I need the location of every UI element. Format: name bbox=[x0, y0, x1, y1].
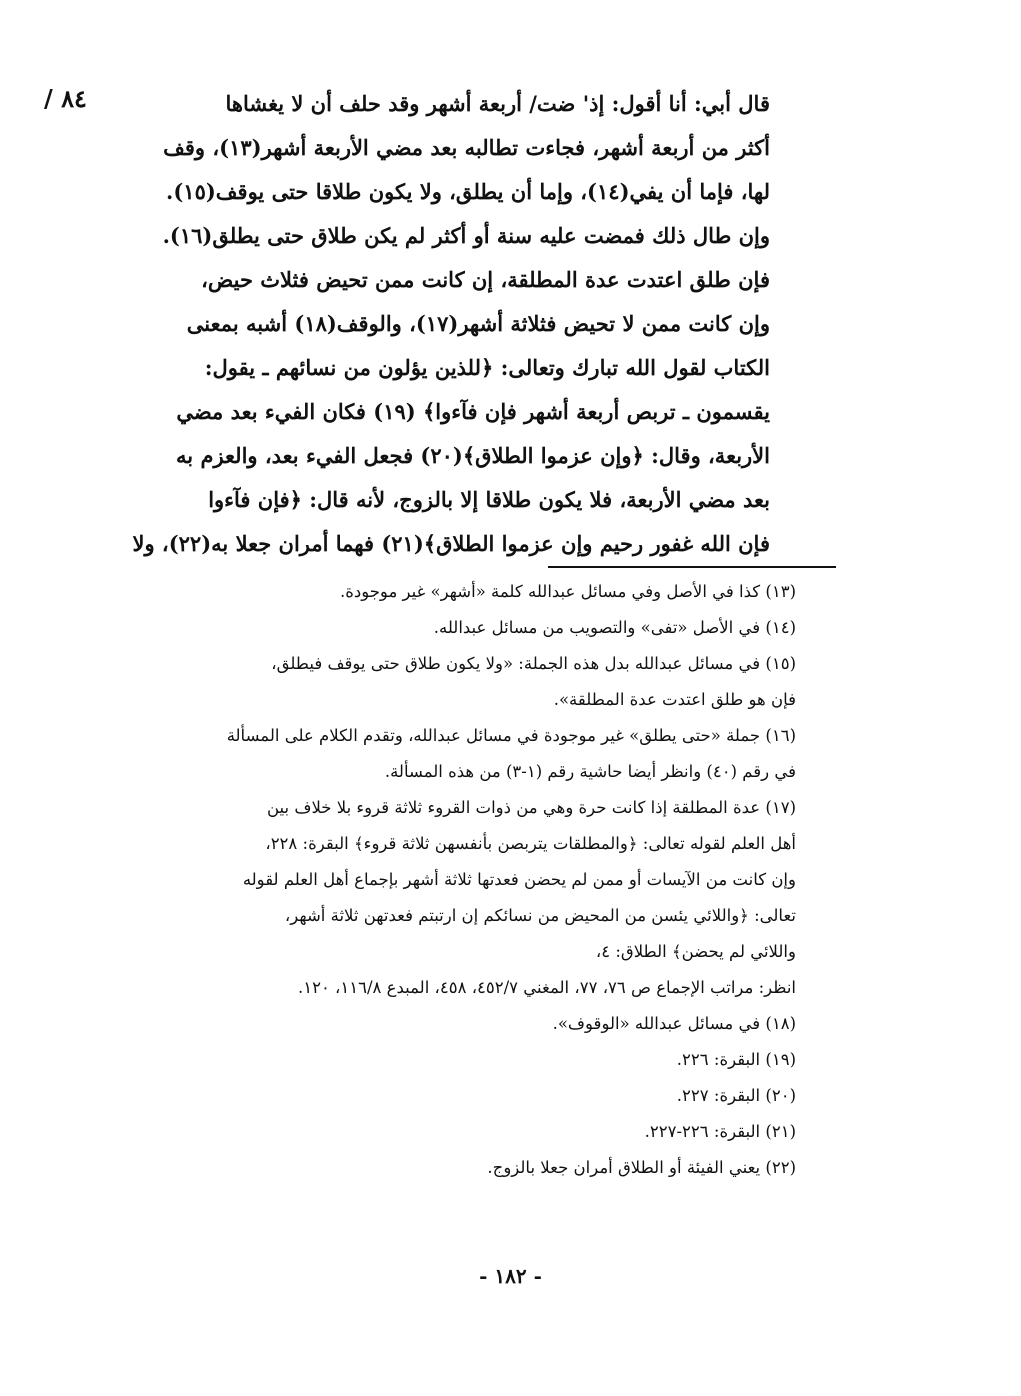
footnote-line: (١٣) كذا في الأصل وفي مسائل عبدالله كلمة «أشهر» غير موجودة. bbox=[339, 582, 796, 601]
footnote-line: (١٦) جملة «حتى يطلق» غير موجودة في مسائل عبدالله، وتقدم الكلام على المسألة bbox=[226, 726, 796, 745]
footnote-line: (١٧) عدة المطلقة إذا كانت حرة وهي من ذوات القروء ثلاثة قروء بلا خلاف بين bbox=[266, 798, 796, 817]
main-line: وإن طال ذلك فمضت عليه سنة أو أكثر لم يكن طلاق حتى يطلق(١٦). bbox=[162, 223, 770, 248]
main-text bbox=[130, 82, 770, 566]
footnote-line: انظر: مراتب الإجماع ص ٧٦، ٧٧، المغني ٤٥٢/٧، ٤٥٨، المبدع ١١٦/٨، ١٢٠. bbox=[297, 978, 796, 997]
footnote-line: فإن هو طلق اعتدت عدة المطلقة». bbox=[553, 690, 796, 709]
main-line: الكتاب لقول الله تبارك وتعالى: ﴿للذين يؤلون من نسائهم ـ يقول: bbox=[204, 355, 770, 380]
footnote-line: (١٨) في مسائل عبدالله «الوقوف». bbox=[552, 1014, 796, 1033]
footnote-line: وإن كانت من الآيسات أو ممن لم يحضن فعدتها ثلاثة أشهر بإجماع أهل العلم لقوله bbox=[242, 870, 796, 889]
footnote-line: (٢٠) البقرة: ٢٢٧. bbox=[676, 1086, 796, 1105]
footnote-line: (١٤) في الأصل «تفى» والتصويب من مسائل عبدالله. bbox=[433, 618, 796, 637]
main-line: الأربعة، وقال: ﴿وإن عزموا الطلاق﴾(٢٠) فجعل الفيء بعد، والعزم به bbox=[176, 443, 770, 468]
main-line: لها، فإما أن يفي(١٤)، وإما أن يطلق، ولا يكون طلاقا حتى يوقف(١٥). bbox=[166, 179, 770, 204]
main-line: وإن كانت ممن لا تحيض فثلاثة أشهر(١٧)، والوقف(١٨) أشبه بمعنى bbox=[186, 311, 770, 336]
footnotes bbox=[132, 574, 796, 1186]
footnote-line: واللائي لم يحضن﴾ الطلاق: ٤، bbox=[595, 942, 796, 961]
footnote-line: (١٥) في مسائل عبدالله بدل هذه الجملة: «ولا يكون طلاق حتى يوقف فيطلق، bbox=[271, 654, 796, 673]
main-line: قال أبي: أنا أقول: إذ' ضت/ أربعة أشهر وقد حلف أن لا يغشاها bbox=[225, 91, 770, 116]
footnote-line: (٢١) البقرة: ٢٢٦-٢٢٧. bbox=[644, 1122, 796, 1141]
main-line: فإن طلق اعتدت عدة المطلقة، إن كانت ممن تحيض فثلاث حيض، bbox=[201, 267, 770, 292]
page-number: - ١٨٢ - bbox=[479, 1264, 542, 1288]
footnote-divider bbox=[548, 566, 836, 568]
footnote-line: (١٩) البقرة: ٢٢٦. bbox=[676, 1050, 796, 1069]
main-line: فإن الله غفور رحيم وإن عزموا الطلاق﴾(٢١) فهما أمران جعلا به(٢٢)، ولا bbox=[132, 531, 770, 556]
main-line: بعد مضي الأربعة، فلا يكون طلاقا إلا بالزوج، لأنه قال: ﴿فإن فآءوا bbox=[208, 487, 770, 512]
footnote-line: في رقم (٤٠) وانظر أيضا حاشية رقم (١-٣) من هذه المسألة. bbox=[384, 762, 796, 781]
main-line: أكثر من أربعة أشهر، فجاءت تطالبه بعد مضي الأربعة أشهر(١٣)، وقف bbox=[163, 135, 770, 160]
footnote-line: أهل العلم لقوله تعالى: ﴿والمطلقات يتربصن بأنفسهن ثلاثة قروء﴾ البقرة: ٢٢٨، bbox=[265, 834, 796, 853]
footnote-line: تعالى: ﴿واللائي يئسن من المحيض من نسائكم إن ارتبتم فعدتهن ثلاثة أشهر، bbox=[284, 906, 796, 925]
footnote-line: (٢٢) يعني الفيئة أو الطلاق أمران جعلا بالزوج. bbox=[487, 1158, 796, 1177]
main-line: يقسمون ـ تربص أربعة أشهر فإن فآءوا﴾ (١٩) فكان الفيء بعد مضي bbox=[176, 399, 770, 424]
margin-number: ٨٤ / bbox=[44, 84, 87, 113]
